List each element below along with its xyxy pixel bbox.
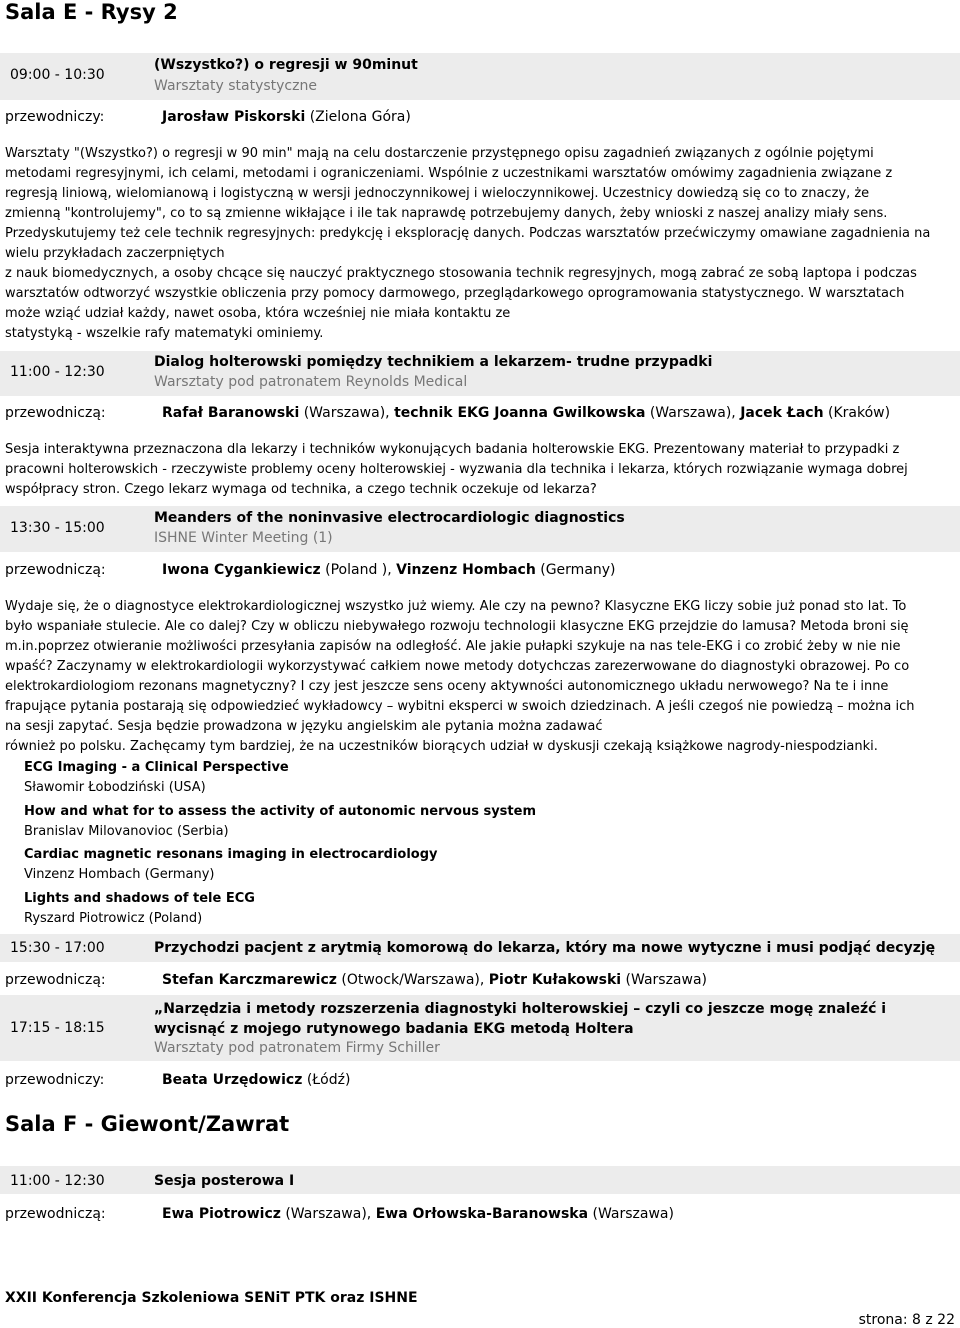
session-title: Sesja posterowa I: [154, 1173, 295, 1189]
description-line: Sesja interaktywna przeznaczona dla lekarzy i techników wykonujących badania holterowskie EKG. Prezentowany materiał to przypadki z: [5, 442, 900, 457]
session-time: 17:15 - 18:15: [10, 1020, 105, 1036]
chair-city: (Warszawa),: [285, 1206, 376, 1222]
chair-name: Ewa Orłowska-Baranowska: [375, 1206, 589, 1222]
lecture-title: Lights and shadows of tele ECG: [24, 891, 255, 906]
session-subtitle: ISHNE Winter Meeting (1): [154, 530, 333, 546]
description-line: elektrokardiologiom rezonans magnetyczny? I czy jest jeszcze sens oceny aktywności autonomicznego układu nerwowego? Na te i inne: [5, 679, 889, 694]
chair-city: (Warszawa): [592, 1206, 674, 1222]
lecture-title: ECG Imaging - a Clinical Perspective: [24, 760, 289, 775]
chair-city: (Zielona Góra): [309, 109, 411, 125]
session-title: Dialog holterowski pomiędzy technikiem a lekarzem- trudne przypadki: [154, 354, 713, 370]
chairs: [162, 972, 707, 988]
chair-city: (Warszawa),: [303, 405, 395, 421]
session-title: (Wszystko?) o regresji w 90minut: [154, 57, 418, 73]
chairs: [162, 562, 616, 578]
chair-city: (Otwock/Warszawa),: [341, 972, 489, 988]
chairs: [162, 405, 890, 421]
session-description: [5, 597, 957, 757]
chair-name: Piotr Kułakowski: [488, 972, 622, 988]
chair-name: Vinzenz Hombach: [396, 562, 536, 578]
description-line: może wziąć udział każdy, nawet osoba, która wcześniej nie miała kontaktu ze: [5, 306, 511, 321]
description-line: na sesji zapytać. Sesja będzie prowadzona w języku angielskim ale pytania można zadawać: [5, 719, 603, 734]
session-title: Przychodzi pacjent z arytmią komorową do lekarza, który ma nowe wytyczne i musi podjąć decyzję: [154, 940, 936, 956]
session-time: 13:30 - 15:00: [10, 520, 105, 536]
description-line: m.in.poprzez otwieranie możliwości przesyłania zapisów na odległość. Ale jakie pułapki szykuje na nas tele-EKG i co zrobić żeby w nie nie: [5, 639, 901, 654]
description-line: było wspaniałe stulecie. Ale co dalej? Czy w obliczu niebywałego rozwoju technologii klasyczne EKG przejdzie do lamusa? Metoda broni się: [5, 619, 909, 634]
chair-role-label: przewodniczą:: [5, 1206, 106, 1222]
chair-name: Stefan Karczmarewicz: [162, 972, 337, 988]
chair-city: (Germany): [540, 562, 616, 578]
chair-city: (Łódź): [306, 1072, 351, 1088]
chair-role-label: przewodniczą:: [5, 562, 106, 578]
description-line: warsztatów odtworzyć wszystkie obliczenia przy pomocy darmowego, przeglądarkowego oprogramowania statystycznego. W warsztatach: [5, 286, 905, 301]
lecture-title: Cardiac magnetic resonans imaging in electrocardiology: [24, 847, 438, 862]
session-description: [5, 144, 957, 344]
description-line: metodami regresyjnymi, ich celami, metodami i ograniczeniami. Wspólnie z uczestnikami warsztatów omówimy zagadnienia związane z: [5, 166, 893, 181]
lecture-speaker: Ryszard Piotrowicz (Poland): [24, 911, 203, 926]
footer-conference: XXII Konferencja Szkoleniowa SENiT PTK oraz ISHNE: [5, 1290, 418, 1306]
chair-city: (Warszawa),: [649, 405, 741, 421]
session-title: Meanders of the noninvasive electrocardiologic diagnostics: [154, 510, 625, 526]
description-line: statystyką - wszelkie rafy matematyki ominiemy.: [5, 326, 324, 341]
lecture-speaker: Sławomir Łobodziński (USA): [24, 780, 206, 795]
description-line: współpracy stron. Czego lekarz wymaga od technika, a czego technik oczekuje od lekarza?: [5, 482, 597, 497]
session-subtitle: Warsztaty pod patronatem Reynolds Medical: [154, 374, 468, 390]
chairs: [162, 1206, 674, 1222]
chair-role-label: przewodniczą:: [5, 405, 106, 421]
session-time: 11:00 - 12:30: [10, 1173, 105, 1189]
description-line: zmienną "kontrolujemy", co to są zmienne wikłające i ile tak naprawdę potrzebujemy danych, żeby wnioski z naszej analizy miały sens.: [5, 206, 888, 221]
description-line: regresją liniową, wielomianową i logistyczną w wersji jednoczynnikowej i wieloczynnikowej. Uczestnicy dowiedzą się co to znaczy, że: [5, 186, 870, 201]
session-subtitle: Warsztaty pod patronatem Firmy Schiller: [154, 1040, 440, 1056]
chair-role-label: przewodniczy:: [5, 1072, 105, 1088]
chairs: [162, 109, 411, 125]
session-time: 15:30 - 17:00: [10, 940, 105, 956]
description-line: również po polsku. Zachęcamy tym bardziej, że na uczestników biorących udział w dyskusji czekają książkowe nagrody-niespodzianki.: [5, 739, 878, 754]
chair-name: technik EKG Joanna Gwilkowska: [394, 405, 646, 421]
session-time: 11:00 - 12:30: [10, 364, 105, 380]
lecture-title: How and what for to assess the activity of autonomic nervous system: [24, 804, 536, 819]
chair-role-label: przewodniczy:: [5, 109, 105, 125]
chair-city: (Kraków): [828, 405, 891, 421]
description-line: pracowni holterowskich - rzeczywiste problemy oceny holterowskiej - wyzwania dla technika i lekarza, których rozwiązanie wymaga dobrej: [5, 462, 908, 477]
description-line: wielu przykładach zaczerpniętych: [5, 246, 225, 261]
lecture-speaker: Branislav Milovanovioc (Serbia): [24, 824, 229, 839]
chair-name: Beata Urzędowicz: [162, 1072, 303, 1088]
session-subtitle: Warsztaty statystyczne: [154, 78, 317, 94]
session-band: [0, 1166, 960, 1194]
session-band: [0, 53, 960, 100]
session-description: [5, 440, 957, 500]
session-time: 09:00 - 10:30: [10, 67, 105, 83]
lecture-speaker: Vinzenz Hombach (Germany): [24, 867, 215, 882]
chair-name: Jarosław Piskorski: [162, 109, 306, 125]
chair-name: Jacek Łach: [740, 405, 824, 421]
description-line: Przedyskutujemy też cele technik regresyjnych: predykcję i eksplorację danych. Podczas warsztatów przećwiczymy omawiane zagadnienia na: [5, 226, 931, 241]
page-number: strona: 8 z 22: [858, 1312, 955, 1328]
chairs: [162, 1072, 350, 1088]
chair-name: Iwona Cygankiewicz: [162, 562, 321, 578]
chair-city: (Poland ),: [325, 562, 397, 578]
description-line: Warsztaty "(Wszystko?) o regresji w 90 min" mają na celu dostarczenie przystępnego opisu zagadnień związanych z ogólnie pojętymi: [5, 146, 874, 161]
chair-name: Ewa Piotrowicz: [162, 1206, 281, 1222]
description-line: wpaść? Zaczynamy w elektrokardiologii wykorzystywać całkiem nowe metody dotychczas zarezerwowane do diagnostyki obrazowej. Po co: [5, 659, 910, 674]
session-title: „Narzędzia i metody rozszerzenia diagnostyki holterowskiej – czyli co jeszcze mogę znaleźć i wycisnąć z mojego rutynowego badania EKG metodą Holtera: [154, 1001, 887, 1037]
chair-role-label: przewodniczą:: [5, 972, 106, 988]
heading-sala-f: Sala F - Giewont/Zawrat: [5, 1112, 290, 1136]
heading-sala-e: Sala E - Rysy 2: [5, 0, 178, 24]
chair-city: (Warszawa): [625, 972, 707, 988]
description-line: z nauk biomedycznych, a osoby chcące się nauczyć praktycznego stosowania technik regresyjnych, mogą zabrać ze sobą laptopa i podczas: [5, 266, 917, 281]
description-line: Wydaje się, że o diagnostyce elektrokardiologicznej wszystko już wiemy. Ale czy na pewno? Klasyczne EKG liczy sobie już ponad sto lat. To: [5, 599, 907, 614]
description-line: frapujące pytania postarają się odpowiedzieć wykładowcy – wybitni eksperci w swoich dziedzinach. A jeśli czegoś nie powiedzą – można ich: [5, 699, 915, 714]
chair-name: Rafał Baranowski: [162, 405, 300, 421]
